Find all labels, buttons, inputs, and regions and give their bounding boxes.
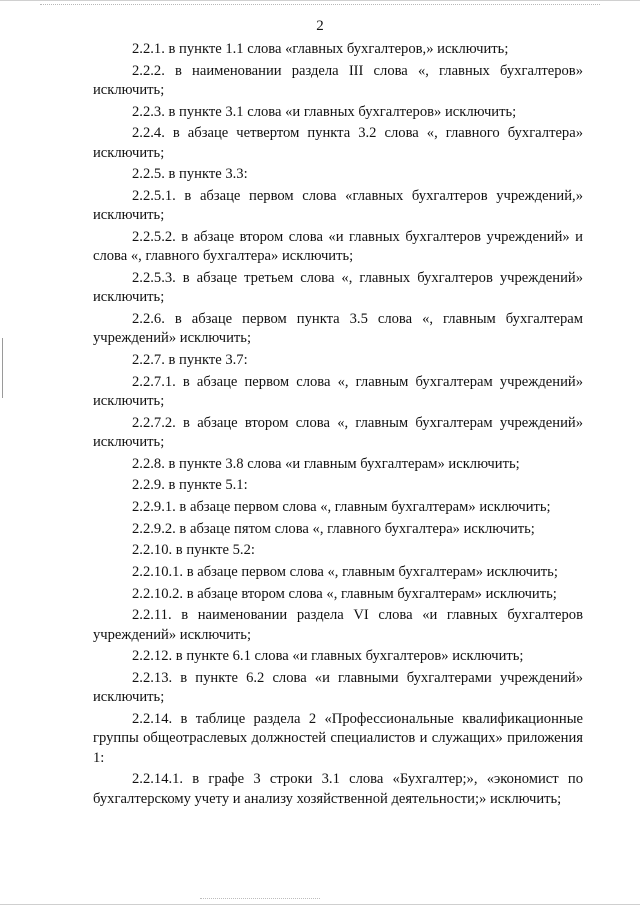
paragraph-2-2-7: 2.2.7. в пункте 3.7: <box>132 351 248 368</box>
paragraph-2-2-5-3: 2.2.5.3. в абзаце третьем слова «, главных бухгалтеров учреждений» исключить; <box>93 270 583 306</box>
paragraph-2-2-11: 2.2.11. в наименовании раздела VI слова «и главных бухгалтеров учреждений» исключить; <box>93 607 583 643</box>
paragraph-2-2-1: 2.2.1. в пункте 1.1 слова «главных бухгалтеров,» исключить; <box>132 41 509 57</box>
document-body <box>93 40 583 811</box>
paragraph-2-2-9-1: 2.2.9.1. в абзаце первом слова «, главным бухгалтерам» исключить; <box>132 499 551 515</box>
paragraph-2-2-7-2: 2.2.7.2. в абзаце втором слова «, главным бухгалтерам учреждений» исключить; <box>93 414 583 450</box>
paragraph-2-2-14-1: 2.2.14.1. в графе 3 строки 3.1 слова «Бухгалтер;», «экономист по бухгалтерскому учету и анализу хозяйственной деятельности;» исключить; <box>93 771 583 807</box>
scan-top-dotted-line <box>40 4 600 5</box>
paragraph-2-2-4: 2.2.4. в абзаце четвертом пункта 3.2 слова «, главного бухгалтера» исключить; <box>93 125 583 161</box>
paragraph-2-2-3: 2.2.3. в пункте 3.1 слова «и главных бухгалтеров» исключить; <box>132 103 517 120</box>
scan-margin-mark <box>2 338 3 398</box>
paragraph-2-2-7-1: 2.2.7.1. в абзаце первом слова «, главным бухгалтерам учреждений» исключить; <box>93 373 583 409</box>
paragraph-2-2-14: 2.2.14. в таблице раздела 2 «Профессиональные квалификационные группы общеотраслевых должностей специалистов и служащих» приложения 1: <box>93 711 583 766</box>
paragraph-2-2-5-1: 2.2.5.1. в абзаце первом слова «главных бухгалтеров учреждений,» исключить; <box>93 188 583 224</box>
paragraph-2-2-10-2: 2.2.10.2. в абзаце втором слова «, главным бухгалтерам» исключить; <box>132 585 557 602</box>
paragraph-2-2-10: 2.2.10. в пункте 5.2: <box>132 542 255 559</box>
paragraph-2-2-5: 2.2.5. в пункте 3.3: <box>132 166 248 183</box>
paragraph-2-2-2: 2.2.2. в наименовании раздела III слова «, главных бухгалтеров» исключить; <box>93 62 583 98</box>
scan-top-edge <box>0 0 640 1</box>
paragraph-2-2-9-2: 2.2.9.2. в абзаце пятом слова «, главного бухгалтера» исключить; <box>132 520 535 537</box>
paragraph-2-2-5-2: 2.2.5.2. в абзаце втором слова «и главных бухгалтеров учреждений» и слова «, главного бухгалтера» исключить; <box>93 229 583 265</box>
paragraph-2-2-6: 2.2.6. в абзаце первом пункта 3.5 слова «, главным бухгалтерам учреждений» исключить; <box>93 310 583 347</box>
paragraph-2-2-9: 2.2.9. в пункте 5.1: <box>132 477 248 494</box>
paragraph-2-2-13: 2.2.13. в пункте 6.2 слова «и главными бухгалтерами учреждений» исключить; <box>93 670 583 706</box>
paragraph-2-2-12: 2.2.12. в пункте 6.1 слова «и главных бухгалтеров» исключить; <box>132 648 524 665</box>
scan-bottom-dotted-line <box>200 898 320 899</box>
paragraph-2-2-10-1: 2.2.10.1. в абзаце первом слова «, главным бухгалтерам» исключить; <box>132 564 558 581</box>
paragraph-2-2-8: 2.2.8. в пункте 3.8 слова «и главным бухгалтерам» исключить; <box>132 455 520 472</box>
page-number: 2 <box>316 18 324 34</box>
